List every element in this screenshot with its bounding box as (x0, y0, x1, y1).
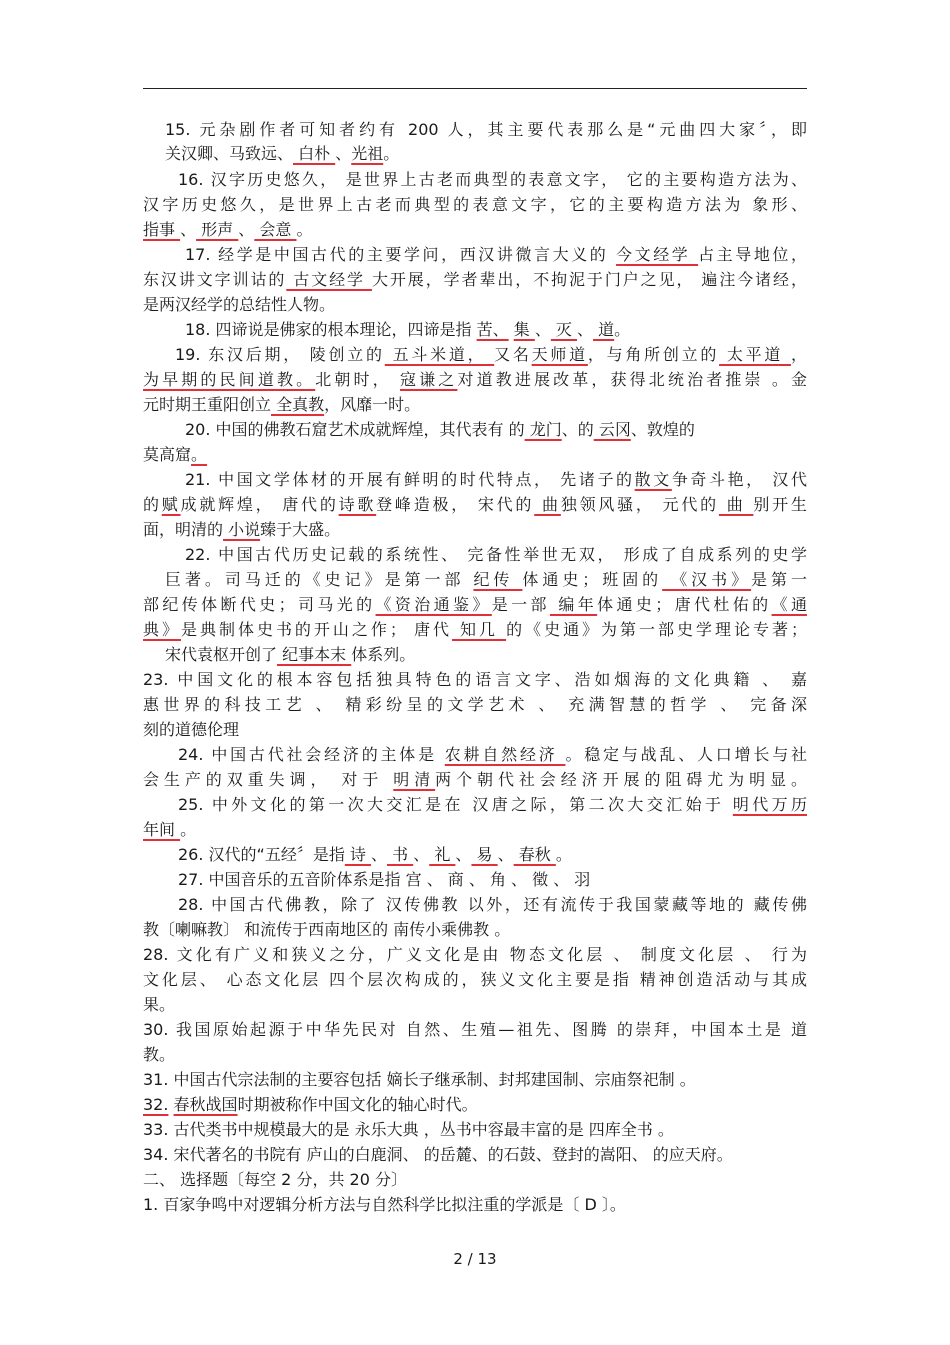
answer-blank: 指事 (143, 220, 181, 239)
answer-blank: 。 (191, 445, 208, 464)
answer-blank: 全真教 (271, 395, 325, 414)
answer-blank: 为早期的民间道教。 (143, 370, 316, 389)
text-run: 、 (577, 320, 594, 339)
text-run: 莫高窟 (143, 445, 192, 464)
text-line (178, 868, 807, 892)
text-line (143, 1093, 807, 1117)
text-line (185, 418, 807, 442)
text-run: 教。 (143, 1045, 176, 1064)
text-run: 两个朝代社会经济开展的阻碍尤为明显。 (435, 770, 807, 789)
answer-blank: 书 (387, 845, 414, 864)
text-run: 北朝时， (315, 370, 401, 389)
answer-blank: 诗歌 (338, 495, 377, 514)
text-run: 宋代袁枢开创了 (165, 645, 278, 664)
text-run: 元时期王重阳创立 (143, 395, 272, 414)
text-line (143, 618, 807, 642)
text-run: 。 (383, 144, 400, 163)
text-run: 。 (296, 220, 313, 239)
text-line (143, 493, 807, 517)
text-run: 、 (534, 320, 551, 339)
text-line (178, 743, 807, 767)
text-run: 巨著。司马迁的《史记》是第一部 (165, 570, 474, 589)
text-run: 占主导地位， (698, 245, 807, 264)
text-line (143, 368, 807, 392)
text-line (143, 393, 807, 417)
text-line (143, 1193, 807, 1217)
text-run: 17. 经学是中国古代的主要学问，西汉讲微言大义的 (185, 245, 617, 264)
text-run: 的《史通》为第一部史学理论专著； (506, 620, 807, 639)
text-run: 22. 中国古代历史记载的系统性、 完备性举世无双， 形成了自成系列的史学 (185, 545, 807, 564)
text-line (165, 142, 807, 166)
text-line (178, 893, 807, 917)
text-run: 、 (238, 220, 255, 239)
text-run: 登峰造极， 宋代的 (376, 495, 535, 514)
answer-blank: 春秋战国 (173, 1095, 238, 1114)
text-line (143, 443, 807, 467)
answer-blank: 苦、 (476, 320, 509, 339)
text-run: 31. 中国古代宗法制的主要容包括 嫡长子继承制、封邦建国制、宗庙祭祀制 。 (143, 1070, 696, 1089)
answer-blank: 《资治通鉴》 (375, 595, 492, 614)
text-line (143, 993, 807, 1017)
text-line (165, 118, 807, 142)
text-run: 、 (497, 845, 514, 864)
text-run: 28. 中国古代佛教，除了 汉传佛教 以外，还有流传于我国蒙藏等地的 藏传佛 (178, 895, 807, 914)
text-run: 臻于大盛。 (260, 520, 341, 539)
text-line (143, 193, 807, 217)
text-line (143, 968, 807, 992)
answer-blank: 灭 (550, 320, 578, 339)
text-run: 15. 元杂剧作者可知者约有 200 人，其主要代表那么是“元曲四大家〞，即 (165, 120, 807, 139)
text-run: 是一部 (491, 595, 550, 614)
text-line (143, 668, 807, 692)
text-run: 文化层、 心态文化层 四个层次构成的，狭义文化主要是指 精神创造活动与其成 (143, 970, 807, 989)
answer-blank: 道 (593, 320, 615, 339)
header-rule (143, 88, 807, 89)
text-run: 独领风骚， 元代的 (560, 495, 719, 514)
answer-blank: 明清 (393, 770, 436, 789)
text-line (143, 1043, 807, 1067)
text-line (178, 793, 807, 817)
answer-blank: 龙门 (524, 420, 562, 439)
text-run: 16. 汉字历史悠久， 是世界上古老而典型的表意文字， 它的主要构造方法为、 (178, 170, 807, 189)
text-run: 体通史；班固的 (522, 570, 663, 589)
text-run: 、 (180, 220, 197, 239)
text-run: 刻的道德伦理 (143, 720, 240, 739)
text-run: 、 (371, 845, 388, 864)
answer-blank: 白朴 (293, 144, 336, 163)
text-run: 34. 宋代著名的书院有 庐山的白鹿洞、 的岳麓、的石鼓、登封的嵩阳、 的应天府。 (143, 1145, 733, 1164)
text-line (165, 568, 807, 592)
text-run: 33. 古代类书中规模最大的是 永乐大典 ，丛书中容最丰富的是 四库全书 。 (143, 1120, 674, 1139)
text-line (143, 518, 807, 542)
text-run: 部纪传体断代史；司马光的 (143, 595, 376, 614)
text-line (143, 218, 807, 242)
text-line (143, 1168, 807, 1192)
text-line (185, 318, 807, 342)
text-line (185, 243, 807, 267)
text-run: 会生产的双重失调， 对于 (143, 770, 394, 789)
text-run: 二、 选择题〔每空 2 分，共 20 分〕 (143, 1170, 407, 1189)
answer-blank: 纪事本末 (277, 645, 352, 664)
text-line (143, 268, 807, 292)
text-line (143, 593, 807, 617)
text-run: 的 (143, 495, 162, 514)
page-number: 2 / 13 (453, 1250, 497, 1268)
answer-blank: 赋 (161, 495, 181, 514)
answer-blank: 礼 (429, 845, 456, 864)
text-run: 东汉讲文字训诂的 (143, 270, 287, 289)
text-run: 时期被称作中国文化的轴心时代。 (237, 1095, 478, 1114)
answer-blank: 32. (143, 1095, 169, 1114)
text-run: 21. 中国文学体材的开展有鲜明的时代特点， 先诸子的 (185, 470, 635, 489)
text-run: 1. 百家争鸣中对逻辑分析方法与自然科学比拟注重的学派是〔 D 〕。 (143, 1195, 626, 1214)
text-run: 19. 东汉后期， 陵创立的 (175, 345, 385, 364)
text-run: 教〔喇嘛教〕 和流传于西南地区的 南传小乘佛教 。 (143, 920, 511, 939)
text-run: 27. 中国音乐的五音阶体系是指 宫 、 商 、 角 、 徵 、 羽 (178, 870, 591, 889)
text-run: 成就辉煌， 唐代的 (180, 495, 339, 514)
text-run: ，与角所创立的 (587, 345, 720, 364)
text-run: 对道教进展改革，获得北统治者推崇 。金 (457, 370, 807, 389)
text-line (143, 1118, 807, 1142)
text-run: 20. 中国的佛教石窟艺术成就辉煌，其代表有 的 (185, 420, 525, 439)
text-run: 大开展，学者辈出，不拘泥于门户之见， 遍注今诸经， (371, 270, 807, 289)
text-line (175, 343, 807, 367)
answer-blank: 典》 (143, 620, 181, 639)
answer-blank: 集 (513, 320, 535, 339)
text-run: 18. 四谛说是佛家的根本理论，四谛是指 (185, 320, 477, 339)
text-run: 、 (335, 144, 352, 163)
answer-blank: 光祖 (351, 144, 384, 163)
answer-blank: 寇谦之 (400, 370, 458, 389)
text-run: 又名 (494, 345, 532, 364)
text-run: 关汉卿、马致远、 (165, 144, 294, 163)
text-run: 30. 我国原始起源于中华先民对 自然、生殖—祖先、图腾 的崇拜，中国本土是 道 (143, 1020, 807, 1039)
text-run: 24. 中国古代社会经济的主体是 (178, 745, 445, 764)
text-run: 惠世界的科技工艺 、 精彩纷呈的文学艺术 、 充满智慧的哲学 、 完备深 (143, 695, 807, 714)
answer-blank: 易 (471, 845, 498, 864)
answer-blank: 散文 (634, 470, 672, 489)
text-run: 23. 中国文化的根本容包括独具特色的语言文字、浩如烟海的文化典籍 、 嘉 (143, 670, 807, 689)
answer-blank: 五斗米道， (384, 345, 495, 364)
answer-blank: 农耕自然经济 (444, 745, 566, 764)
answer-blank: 会意 (254, 220, 297, 239)
text-line (143, 943, 807, 967)
answer-blank: 太平道 (719, 345, 791, 364)
text-line (185, 468, 807, 492)
answer-blank: 曲 (718, 495, 754, 514)
text-run: 。稳定与战乱、人口增长与社 (565, 745, 807, 764)
answer-blank: 春秋 (513, 845, 556, 864)
text-line (143, 1068, 807, 1092)
text-line (165, 643, 807, 667)
text-run: 、 (455, 845, 472, 864)
text-run: 是典制体史书的开山之作； 唐代 (180, 620, 452, 639)
text-line (178, 843, 807, 867)
answer-blank: 形声 (196, 220, 239, 239)
text-run: 争奇斗艳， 汉代 (671, 470, 807, 489)
text-line (143, 693, 807, 717)
text-run: 28. 文化有广义和狭义之分，广义文化是由 物态文化层 、 制度文化层 、 行为 (143, 945, 807, 964)
text-run: ，风靡一时。 (324, 395, 421, 414)
answer-blank: 曲 (534, 495, 561, 514)
text-run: 是两汉经学的总结性人物。 (143, 295, 336, 314)
text-run: 是第一 (751, 570, 807, 589)
answer-blank: 《汉书》 (662, 570, 752, 589)
text-run: 、 (413, 845, 430, 864)
text-run: ， (790, 345, 807, 364)
answer-blank: 编年 (549, 595, 598, 614)
answer-blank: 今文经学 (616, 245, 699, 264)
text-line (178, 168, 807, 192)
answer-blank: 年间 (143, 820, 181, 839)
answer-blank: 古文经学 (286, 270, 372, 289)
answer-blank: 纪传 (473, 570, 523, 589)
text-line (143, 918, 807, 942)
text-run: 、敦煌的 (630, 420, 695, 439)
answer-blank: 知几 (451, 620, 507, 639)
answer-blank: 小说 (223, 520, 261, 539)
text-run: 。 (555, 845, 572, 864)
text-run: 。 (180, 820, 197, 839)
text-run: 别开生 (753, 495, 807, 514)
text-line (143, 818, 807, 842)
text-line (143, 718, 807, 742)
answer-blank: 天师道 (531, 345, 588, 364)
answer-blank: 《通 (771, 595, 807, 614)
answer-blank: 云冈 (593, 420, 631, 439)
text-run: 25. 中外文化的第一次大交汇是在 汉唐之际，第二次大交汇始于 (178, 795, 733, 814)
answer-blank: 诗 (344, 845, 372, 864)
text-line (143, 1018, 807, 1042)
text-line (143, 768, 807, 792)
text-run: 、的 (561, 420, 594, 439)
text-run: 体通史；唐代杜佑的 (597, 595, 772, 614)
text-run: 。 (614, 320, 631, 339)
text-run: 果。 (143, 995, 176, 1014)
text-line (143, 1143, 807, 1167)
text-line (143, 293, 807, 317)
text-run: 体系列。 (351, 645, 416, 664)
text-line (185, 543, 807, 567)
text-run: 汉字历史悠久，是世界上古老而典型的表意文字，它的主要构造方法为 象形、 (143, 195, 807, 214)
text-run: 26. 汉代的“五经〞是指 (178, 845, 345, 864)
text-run: 面，明清的 (143, 520, 224, 539)
answer-blank: 明代万历 (732, 795, 807, 814)
